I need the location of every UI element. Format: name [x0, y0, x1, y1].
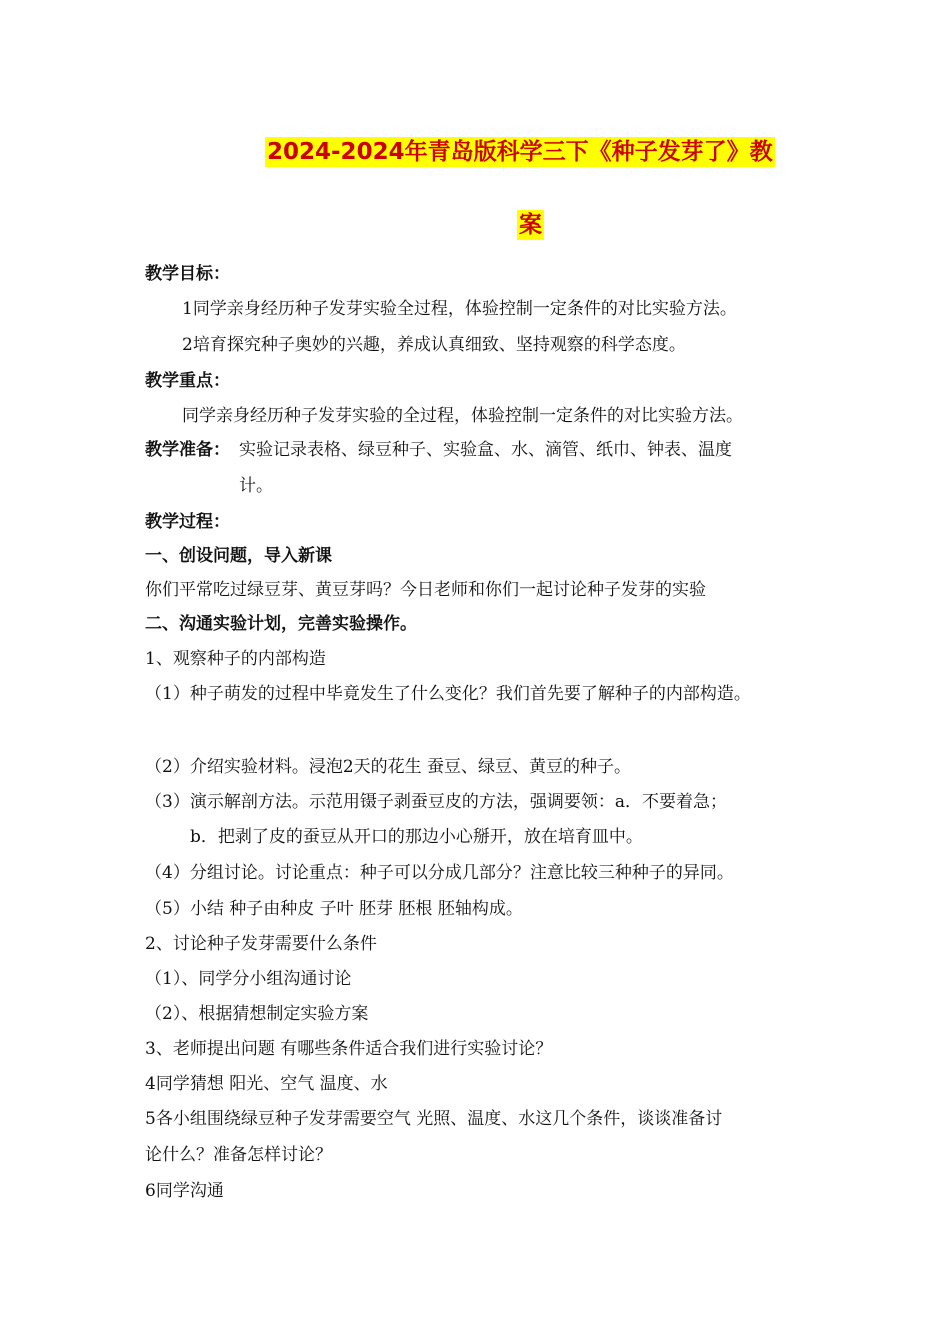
objective-item-2: 2培育探究种子奥妙的兴趣，养成认真细致、坚持观察的科学态度。: [182, 335, 686, 355]
step1-item-4: （4）分组讨论。讨论重点：种子可以分成几部分？注意比较三种种子的异同。: [145, 863, 734, 883]
document-title-line2: 案: [519, 212, 542, 238]
preparation-heading: 教学准备：: [145, 440, 230, 460]
step2-title: 2、讨论种子发芽需要什么条件: [145, 934, 377, 954]
section1-heading: 一、创设问题，导入新课: [145, 546, 332, 566]
step5-line1: 5各小组围绕绿豆种子发芽需要空气 光照、温度、水这几个条件，谈谈准备讨: [145, 1109, 723, 1129]
key-points-text: 同学亲身经历种子发芽实验的全过程，体验控制一定条件的对比实验方法。: [182, 406, 743, 426]
step4-text: 4同学猜想 阳光、空气 温度、水: [145, 1074, 388, 1094]
step2-item-2: （2）、根据猜想制定实验方案: [145, 1004, 369, 1024]
step1-item-3-continued: b．把剥了皮的蚕豆从开口的那边小心掰开，放在培育皿中。: [190, 827, 643, 847]
preparation-line1: 实验记录表格、绿豆种子、实验盒、水、滴管、纸巾、钟表、温度: [239, 440, 732, 460]
step1-item-3: （3）演示解剖方法。示范用镊子剥蚕豆皮的方法，强调要领：a．不要着急；: [145, 792, 727, 812]
step5-line2: 论什么？准备怎样讨论？: [145, 1145, 332, 1165]
step1-item-1: （1）种子萌发的过程中毕竟发生了什么变化？我们首先要了解种子的内部构造。: [145, 684, 751, 704]
step2-item-1: （1）、同学分小组沟通讨论: [145, 969, 352, 989]
step1-title: 1、观察种子的内部构造: [145, 649, 326, 669]
section2-heading: 二、沟通实验计划，完善实验操作。: [145, 614, 417, 634]
objective-item-1: 1同学亲身经历种子发芽实验全过程，体验控制一定条件的对比实验方法。: [182, 299, 737, 319]
section1-text: 你们平常吃过绿豆芽、黄豆芽吗？今日老师和你们一起讨论种子发芽的实验: [145, 580, 706, 600]
step6-text: 6同学沟通: [145, 1181, 224, 1201]
step3-text: 3、老师提出问题 有哪些条件适合我们进行实验讨论？: [145, 1039, 553, 1059]
document-title-line1: 2024-2024年青岛版科学三下《种子发芽了》教: [267, 139, 773, 165]
step1-item-5: （5）小结 种子由种皮 子叶 胚芽 胚根 胚轴构成。: [145, 899, 523, 919]
objectives-heading: 教学目标：: [145, 264, 230, 284]
step1-item-2: （2）介绍实验材料。浸泡2天的花生 蚕豆、绿豆、黄豆的种子。: [145, 757, 632, 777]
key-points-heading: 教学重点：: [145, 371, 230, 391]
preparation-line2: 计。: [239, 476, 273, 496]
process-heading: 教学过程：: [145, 512, 230, 532]
